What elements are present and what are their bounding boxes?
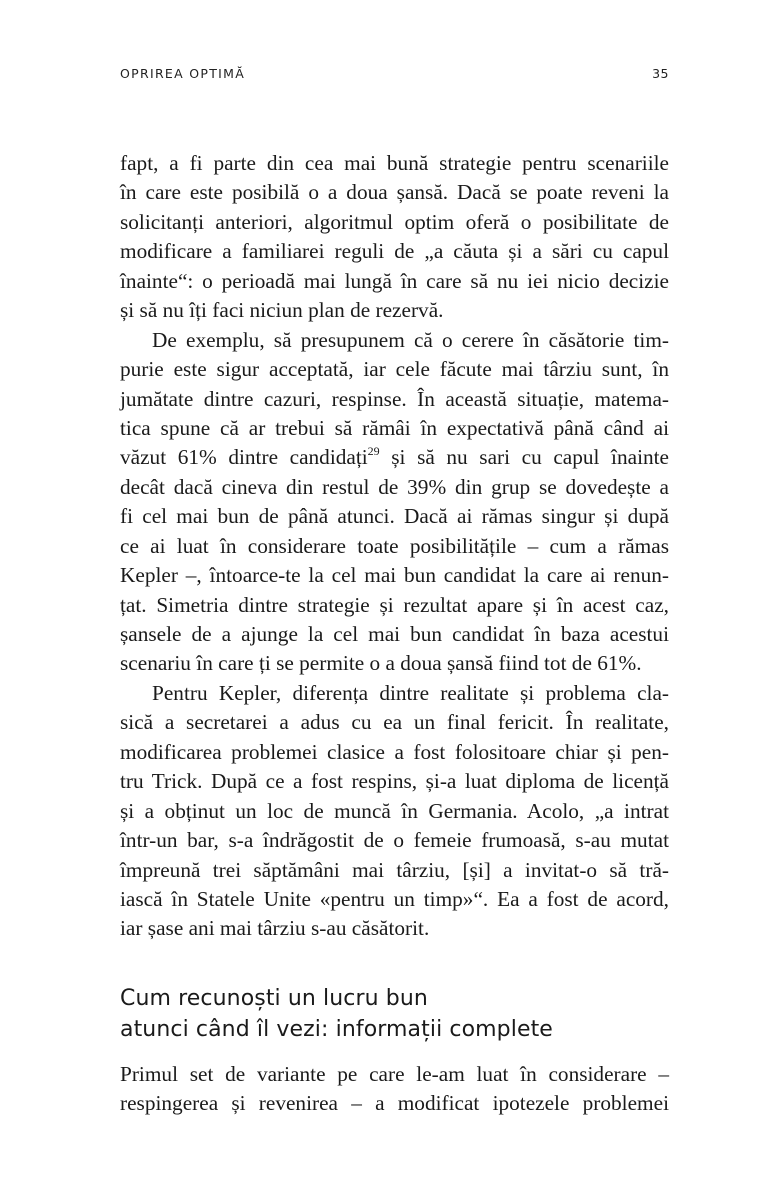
text-line: într-un bar, s-a îndrăgostit de o femeie frumoasă, s-au mutat: [120, 828, 669, 853]
paragraph: [120, 679, 669, 944]
body-text: [120, 149, 669, 944]
section-heading: [120, 984, 680, 1045]
text-line: purie este sigur acceptată, iar cele făcute mai târziu sunt, în: [120, 357, 669, 382]
text-line: iar șase ani mai târziu s-au căsătorit.: [120, 916, 430, 941]
text-line: împreună trei săptămâni mai târziu, [și] a invitat-o să tră-: [120, 857, 669, 882]
paragraph: [120, 149, 669, 326]
running-head: [120, 66, 669, 86]
text-line: înainte“: o perioadă mai lungă în care să nu iei nicio decizie: [120, 268, 669, 293]
text-line: și să nu îți faci niciun plan de rezervă.: [120, 298, 444, 323]
text-line: modificare a familiarei reguli de „a căuta și a sări cu capul: [120, 239, 669, 264]
heading-line: atunci când îl vezi: informații complete: [120, 1016, 553, 1042]
text-line: șansele de a ajunge la cel mai bun candidat în baza acestui: [120, 622, 669, 646]
text-line: scenariu în care ți se permite o a doua șansă fiind tot de 61%.: [120, 651, 642, 676]
text-line: iască în Statele Unite «pentru un timp»“. Ea a fost de acord,: [120, 886, 669, 911]
text-line: Primul set de variante pe care le-am luat în considerare –: [120, 1062, 669, 1086]
paragraph: [120, 326, 669, 679]
text-line: De exemplu, să presupunem că o cerere în căsătorie tim-: [152, 327, 669, 352]
text-line: fi cel mai bun de până atunci. Dacă ai rămas singur și după: [120, 504, 669, 529]
text-fragment: văzut 61% dintre candidați: [120, 445, 368, 470]
footnote-reference[interactable]: 29: [367, 444, 380, 459]
text-line: în care este posibilă o a doua șansă. Dacă se poate reveni la: [120, 180, 669, 205]
chapter-title: OPRIREA OPTIMĂ: [120, 66, 246, 81]
text-line: sică a secretarei a adus cu ea un final fericit. În realitate,: [120, 710, 669, 735]
text-line-with-footnote: [120, 443, 669, 472]
heading-line: Cum recunoști un lucru bun: [120, 986, 428, 1011]
section-paragraph: [120, 1060, 669, 1119]
text-line: respingerea și revenirea – a modificat ipotezele problemei: [120, 1091, 669, 1116]
text-line: solicitanți anteriori, algoritmul optim oferă o posibilitate de: [120, 209, 669, 234]
text-line: jumătate dintre cazuri, respinse. În această situație, matema-: [120, 386, 669, 411]
text-line: și a obținut un loc de muncă în Germania. Acolo, „a intrat: [120, 798, 669, 823]
text-line: Pentru Kepler, diferența dintre realitate și problema cla-: [152, 680, 669, 705]
page-number: 35: [652, 66, 669, 81]
text-line: tica spune că ar trebui să rămâi în expectativă până când ai: [120, 415, 669, 440]
text-fragment: și să nu sari cu capul înainte: [379, 445, 669, 470]
text-line: fapt, a fi parte din cea mai bună strategie pentru scenariile: [120, 151, 669, 175]
text-line: modificarea problemei clasice a fost folositoare chiar și pen-: [120, 739, 669, 764]
text-line: decât dacă cineva din restul de 39% din grup se dovedește a: [120, 474, 669, 499]
text-line: Kepler –, întoarce-te la cel mai bun candidat la care ai renun-: [120, 563, 669, 588]
text-line: ce ai luat în considerare toate posibilitățile – cum a rămas: [120, 533, 669, 558]
text-line: țat. Simetria dintre strategie și rezultat apare și în acest caz,: [120, 592, 669, 617]
text-line: tru Trick. După ce a fost respins, și-a luat diploma de licență: [120, 769, 669, 794]
